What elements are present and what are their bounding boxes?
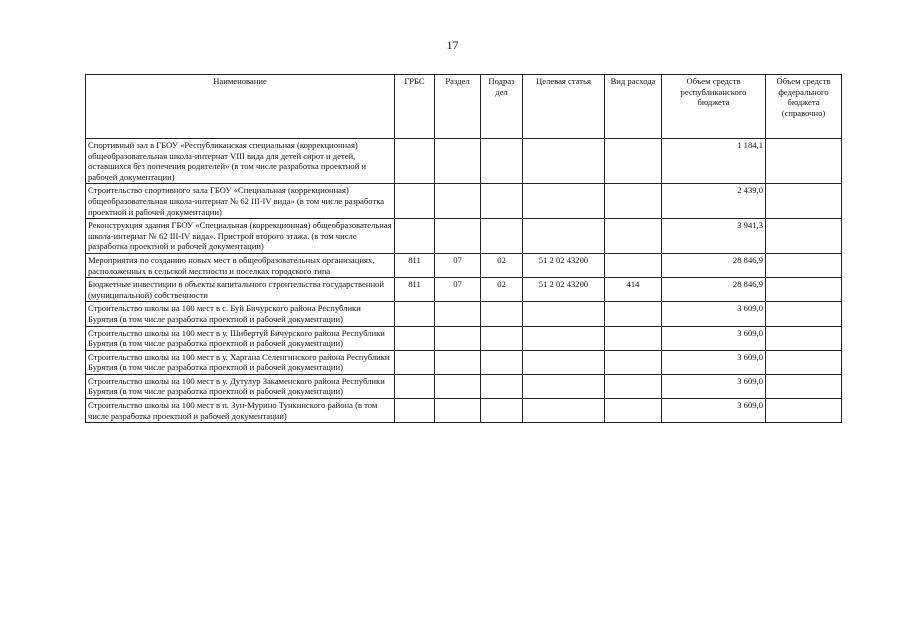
cell-republic-amount: 3 609,0 (662, 326, 766, 350)
cell-name: Строительство школы на 100 мест в у. Дутулур Закаменского района Республики Бурятия (в том числе разработка проектной и рабочей документации) (86, 374, 395, 398)
page-number: 17 (446, 38, 459, 52)
cell-grbs (395, 350, 435, 374)
table-row (86, 278, 842, 302)
header-podrazdel: Подраз дел (481, 75, 523, 139)
cell-podrazdel (481, 139, 523, 184)
cell-expense-type (605, 253, 662, 277)
header-republic-budget: Объем средств республиканского бюджета (662, 75, 766, 139)
table-row (86, 326, 842, 350)
cell-razdel (435, 184, 481, 219)
cell-republic-amount: 3 609,0 (662, 350, 766, 374)
cell-razdel (435, 350, 481, 374)
cell-podrazdel (481, 184, 523, 219)
cell-name: Бюджетные инвестиции в объекты капитального строительства государственной (муниципальной) собственности (86, 278, 395, 302)
cell-podrazdel (481, 302, 523, 326)
cell-target-article (523, 399, 605, 423)
cell-grbs (395, 139, 435, 184)
cell-republic-amount: 3 609,0 (662, 374, 766, 398)
header-target-article: Целевая статья (523, 75, 605, 139)
budget-table (85, 74, 842, 423)
cell-razdel (435, 302, 481, 326)
table-row (86, 302, 842, 326)
cell-federal-amount (766, 278, 842, 302)
table-row (86, 253, 842, 277)
cell-razdel (435, 374, 481, 398)
cell-grbs (395, 184, 435, 219)
cell-name: Мероприятия по созданию новых мест в общеобразовательных организациях, расположенных в сельской местности и поселках городского типа (86, 253, 395, 277)
cell-grbs (395, 399, 435, 423)
table-row (86, 139, 842, 184)
cell-grbs (395, 219, 435, 254)
cell-razdel (435, 399, 481, 423)
cell-federal-amount (766, 219, 842, 254)
header-grbs: ГРБС (395, 75, 435, 139)
cell-republic-amount: 3 941,3 (662, 219, 766, 254)
cell-expense-type (605, 139, 662, 184)
cell-expense-type (605, 399, 662, 423)
header-expense-type: Вид расхода (605, 75, 662, 139)
cell-razdel (435, 326, 481, 350)
cell-name: Спортивный зал в ГБОУ «Республиканская специальная (коррекционная) общеобразовательная школа-интернат VIII вида для детей сирот и детей, оставшихся без попечения родителей» (в том числе разработка проектной и рабочей документации) (86, 139, 395, 184)
cell-razdel: 07 (435, 278, 481, 302)
table-row (86, 374, 842, 398)
cell-podrazdel: 02 (481, 278, 523, 302)
cell-republic-amount: 28 846,9 (662, 253, 766, 277)
table-row (86, 184, 842, 219)
cell-grbs (395, 374, 435, 398)
cell-federal-amount (766, 302, 842, 326)
table-row (86, 219, 842, 254)
cell-expense-type (605, 374, 662, 398)
cell-target-article (523, 302, 605, 326)
cell-republic-amount: 2 439,0 (662, 184, 766, 219)
cell-target-article (523, 219, 605, 254)
cell-expense-type: 414 (605, 278, 662, 302)
cell-name: Строительство школы на 100 мест в у. Харгана Селенгинского района Республики Бурятия (в том числе разработка проектной и рабочей документации) (86, 350, 395, 374)
cell-federal-amount (766, 399, 842, 423)
cell-republic-amount: 28 846,9 (662, 278, 766, 302)
cell-federal-amount (766, 184, 842, 219)
cell-federal-amount (766, 326, 842, 350)
cell-name: Строительство школы на 100 мест в п. Зун-Мурино Тункинского района (в том числе разработка проектной и рабочей документации) (86, 399, 395, 423)
cell-podrazdel (481, 350, 523, 374)
cell-target-article (523, 374, 605, 398)
cell-grbs (395, 302, 435, 326)
cell-name: Строительство спортивного зала ГБОУ «Специальная (коррекционная) общеобразовательная школа-интернат № 62 III-IV вида» (в том числе разработка проектной и рабочей документации) (86, 184, 395, 219)
cell-podrazdel (481, 326, 523, 350)
cell-grbs (395, 326, 435, 350)
cell-name: Строительство школы на 100 мест в с. Буй Бичурского района Республики Бурятия (в том числе разработка проектной и рабочей документации) (86, 302, 395, 326)
cell-grbs: 811 (395, 278, 435, 302)
cell-federal-amount (766, 374, 842, 398)
table-row (86, 350, 842, 374)
table-row (86, 399, 842, 423)
cell-razdel (435, 219, 481, 254)
cell-target-article (523, 184, 605, 219)
cell-expense-type (605, 350, 662, 374)
cell-grbs: 811 (395, 253, 435, 277)
header-federal-budget: Объем средств федерального бюджета (справочно) (766, 75, 842, 139)
cell-expense-type (605, 219, 662, 254)
cell-target-article (523, 326, 605, 350)
header-name: Наименование (86, 75, 395, 139)
cell-republic-amount: 3 609,0 (662, 302, 766, 326)
cell-federal-amount (766, 253, 842, 277)
cell-target-article (523, 350, 605, 374)
cell-name: Строительство школы на 100 мест в у. Шибертуй Бичурского района Республики Бурятия (в том числе разработка проектной и рабочей документации) (86, 326, 395, 350)
cell-podrazdel (481, 399, 523, 423)
cell-razdel: 07 (435, 253, 481, 277)
cell-podrazdel (481, 219, 523, 254)
cell-podrazdel: 02 (481, 253, 523, 277)
cell-expense-type (605, 326, 662, 350)
cell-name: Реконструкция здания ГБОУ «Специальная (коррекционная) общеобразовательная школа-интернат № 62 III-IV вида». Пристрой второго этажа. (в том числе разработка проектной и рабочей документации) (86, 219, 395, 254)
cell-federal-amount (766, 350, 842, 374)
cell-razdel (435, 139, 481, 184)
table-header-row (86, 75, 842, 139)
cell-republic-amount: 1 184,1 (662, 139, 766, 184)
cell-expense-type (605, 302, 662, 326)
cell-target-article (523, 139, 605, 184)
cell-target-article: 51 2 02 43200 (523, 278, 605, 302)
cell-federal-amount (766, 139, 842, 184)
cell-expense-type (605, 184, 662, 219)
cell-podrazdel (481, 374, 523, 398)
cell-republic-amount: 3 609,0 (662, 399, 766, 423)
cell-target-article: 51 2 02 43200 (523, 253, 605, 277)
header-razdel: Раздел (435, 75, 481, 139)
